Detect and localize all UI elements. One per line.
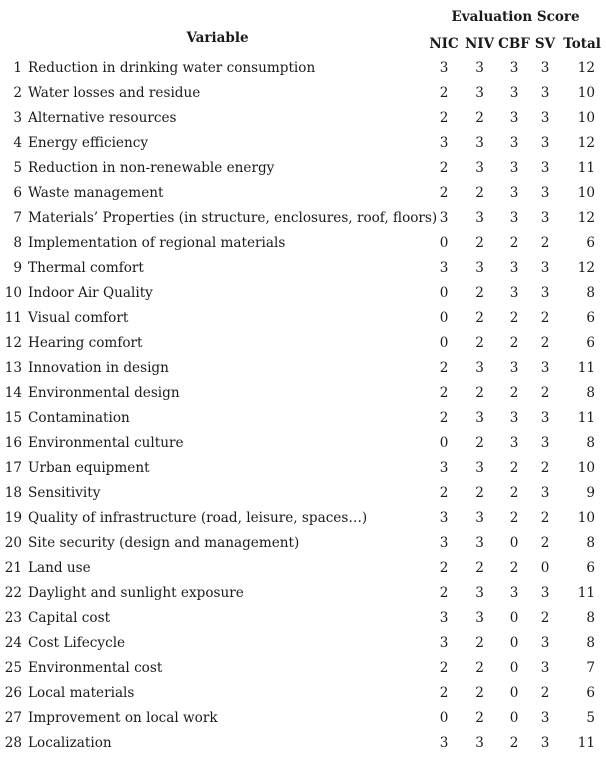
row-number: 12: [4, 334, 22, 351]
score-nic: 2: [439, 559, 449, 576]
row-number: 19: [4, 509, 22, 526]
table-row: [0, 555, 606, 580]
score-sv: 2: [540, 459, 550, 476]
score-nic: 3: [439, 209, 449, 226]
row-number: 17: [4, 459, 22, 476]
score-cbf: 3: [509, 59, 519, 76]
score-total: 10: [577, 184, 596, 201]
score-nic: 0: [439, 434, 449, 451]
score-niv: 2: [475, 709, 484, 726]
score-niv: 2: [475, 659, 484, 676]
table-row: [0, 705, 606, 730]
variable-name: Water losses and residue: [28, 84, 201, 101]
variable-name: Energy efficiency: [28, 134, 149, 151]
table-row: [0, 480, 606, 505]
score-niv: 3: [475, 509, 484, 526]
score-sv: 3: [540, 434, 550, 451]
score-cbf: 3: [509, 434, 519, 451]
score-nic: 0: [439, 709, 449, 726]
variable-name: Improvement on local work: [28, 709, 218, 726]
score-niv: 3: [475, 609, 484, 626]
score-niv: 3: [475, 459, 484, 476]
score-cbf: 2: [509, 734, 519, 751]
row-number: 10: [4, 284, 22, 301]
score-total: 12: [577, 209, 596, 226]
score-total: 8: [586, 434, 596, 451]
variable-name: Innovation in design: [28, 359, 169, 376]
variable-name: Reduction in non-renewable energy: [28, 159, 275, 176]
score-niv: 2: [475, 284, 484, 301]
score-total: 7: [586, 659, 596, 676]
variable-name: Waste management: [28, 184, 164, 201]
score-sv: 3: [540, 409, 550, 426]
score-nic: 3: [439, 459, 449, 476]
score-total: 6: [586, 309, 596, 326]
score-sv: 3: [540, 659, 550, 676]
score-total: 8: [586, 634, 596, 651]
variable-name: Materials’ Properties (in structure, enclosures, roof, floors): [28, 209, 438, 226]
score-niv: 3: [475, 734, 484, 751]
score-niv: 2: [475, 559, 484, 576]
row-number: 6: [13, 184, 22, 201]
evaluation-score-header: Evaluation Score: [451, 8, 580, 25]
score-sv: 3: [540, 109, 550, 126]
score-nic: 2: [439, 584, 449, 601]
score-niv: 3: [475, 134, 484, 151]
score-sv: 2: [540, 384, 550, 401]
variable-name: Indoor Air Quality: [28, 284, 153, 301]
variable-name: Site security (design and management): [28, 534, 300, 551]
score-cbf: 2: [509, 484, 519, 501]
score-niv: 2: [475, 434, 484, 451]
score-total: 12: [577, 259, 596, 276]
score-niv: 3: [475, 209, 484, 226]
table-row: [0, 205, 606, 230]
table-row: [0, 130, 606, 155]
score-sv: 3: [540, 734, 550, 751]
score-sv: 3: [540, 184, 550, 201]
score-nic: 2: [439, 409, 449, 426]
score-nic: 3: [439, 134, 449, 151]
score-sv: 3: [540, 359, 550, 376]
variable-name: Daylight and sunlight exposure: [28, 584, 244, 601]
table-body: [0, 55, 606, 755]
table-row: [0, 355, 606, 380]
score-sv: 3: [540, 484, 550, 501]
score-cbf: 3: [509, 284, 519, 301]
variable-name: Capital cost: [28, 609, 111, 626]
variable-name: Environmental cost: [28, 659, 163, 676]
variable-name: Implementation of regional materials: [28, 234, 286, 251]
score-cbf: 2: [509, 384, 519, 401]
score-total: 12: [577, 134, 596, 151]
variable-name: Localization: [28, 734, 112, 751]
score-niv: 3: [475, 59, 484, 76]
score-cbf: 0: [509, 659, 519, 676]
score-niv: 2: [475, 684, 484, 701]
score-sv: 3: [540, 709, 550, 726]
score-niv: 2: [475, 334, 484, 351]
column-header-sv: SV: [534, 36, 556, 52]
score-cbf: 3: [509, 584, 519, 601]
score-total: 10: [577, 109, 596, 126]
table-row: [0, 55, 606, 80]
score-nic: 2: [439, 659, 449, 676]
score-nic: 2: [439, 84, 449, 101]
column-header-total: Total: [563, 36, 601, 52]
variable-name: Alternative resources: [28, 109, 177, 126]
table-row: [0, 605, 606, 630]
score-total: 6: [586, 559, 596, 576]
row-number: 25: [4, 659, 22, 676]
score-total: 12: [577, 59, 596, 76]
score-nic: 2: [439, 359, 449, 376]
variable-name: Urban equipment: [28, 459, 150, 476]
score-nic: 2: [439, 384, 449, 401]
column-header-nic: NIC: [429, 36, 459, 52]
score-cbf: 0: [509, 709, 519, 726]
score-sv: 3: [540, 84, 550, 101]
score-cbf: 0: [509, 534, 519, 551]
table-row: [0, 630, 606, 655]
score-nic: 3: [439, 734, 449, 751]
row-number: 20: [4, 534, 22, 551]
score-total: 11: [577, 734, 596, 751]
score-cbf: 3: [509, 159, 519, 176]
score-cbf: 2: [509, 509, 519, 526]
score-nic: 0: [439, 334, 449, 351]
row-number: 13: [4, 359, 22, 376]
variable-header: Variable: [186, 29, 249, 46]
variable-name: Local materials: [28, 684, 135, 701]
score-cbf: 2: [509, 309, 519, 326]
score-sv: 3: [540, 584, 550, 601]
score-total: 6: [586, 334, 596, 351]
row-number: 28: [4, 734, 22, 751]
score-niv: 3: [475, 84, 484, 101]
score-sv: 2: [540, 609, 550, 626]
table-row: [0, 255, 606, 280]
score-nic: 0: [439, 309, 449, 326]
row-number: 2: [13, 84, 22, 101]
score-sv: 3: [540, 159, 550, 176]
score-sv: 3: [540, 209, 550, 226]
score-sv: 2: [540, 534, 550, 551]
score-cbf: 3: [509, 84, 519, 101]
score-total: 10: [577, 509, 596, 526]
score-sv: 2: [540, 234, 550, 251]
score-sv: 2: [540, 509, 550, 526]
score-nic: 2: [439, 109, 449, 126]
variable-name: Cost Lifecycle: [28, 634, 126, 651]
score-cbf: 3: [509, 134, 519, 151]
row-number: 9: [13, 259, 22, 276]
variable-name: Environmental design: [28, 384, 180, 401]
score-niv: 2: [475, 634, 484, 651]
table-row: [0, 455, 606, 480]
row-number: 4: [13, 134, 22, 151]
table-row: [0, 105, 606, 130]
score-niv: 2: [475, 109, 484, 126]
score-sv: 2: [540, 684, 550, 701]
score-total: 11: [577, 159, 596, 176]
score-sv: 2: [540, 309, 550, 326]
column-header-cbf: CBF: [498, 36, 530, 52]
score-nic: 0: [439, 284, 449, 301]
row-number: 26: [4, 684, 22, 701]
variable-name: Land use: [28, 559, 91, 576]
score-sv: 3: [540, 284, 550, 301]
table-row: [0, 730, 606, 755]
score-total: 5: [586, 709, 596, 726]
table-row: [0, 280, 606, 305]
score-sv: 3: [540, 134, 550, 151]
score-niv: 2: [475, 484, 484, 501]
table-row: [0, 80, 606, 105]
score-nic: 2: [439, 684, 449, 701]
score-cbf: 2: [509, 459, 519, 476]
score-nic: 3: [439, 634, 449, 651]
score-total: 8: [586, 284, 596, 301]
row-number: 5: [13, 159, 22, 176]
table-row: [0, 430, 606, 455]
score-sv: 3: [540, 259, 550, 276]
score-nic: 3: [439, 259, 449, 276]
score-nic: 3: [439, 509, 449, 526]
variable-name: Thermal comfort: [28, 259, 144, 276]
score-niv: 3: [475, 259, 484, 276]
score-nic: 2: [439, 484, 449, 501]
table-row: [0, 530, 606, 555]
score-total: 8: [586, 609, 596, 626]
table-row: [0, 680, 606, 705]
row-number: 24: [4, 634, 22, 651]
column-header-niv: NIV: [464, 36, 495, 52]
score-total: 9: [586, 484, 596, 501]
table-row: [0, 380, 606, 405]
score-total: 10: [577, 84, 596, 101]
score-total: 11: [577, 409, 596, 426]
row-number: 15: [4, 409, 22, 426]
score-nic: 3: [439, 59, 449, 76]
score-nic: 3: [439, 534, 449, 551]
score-sv: 3: [540, 59, 550, 76]
variable-name: Sensitivity: [28, 484, 101, 501]
score-sv: 2: [540, 334, 550, 351]
score-sv: 0: [540, 559, 550, 576]
table-row: [0, 180, 606, 205]
score-total: 10: [577, 459, 596, 476]
score-niv: 3: [475, 409, 484, 426]
score-cbf: 3: [509, 209, 519, 226]
score-cbf: 3: [509, 259, 519, 276]
score-cbf: 2: [509, 334, 519, 351]
row-number: 3: [13, 109, 22, 126]
variable-name: Quality of infrastructure (road, leisure, spaces…): [28, 509, 368, 526]
row-number: 18: [4, 484, 22, 501]
row-number: 21: [4, 559, 22, 576]
score-nic: 0: [439, 234, 449, 251]
score-niv: 3: [475, 584, 484, 601]
score-cbf: 2: [509, 234, 519, 251]
score-cbf: 3: [509, 184, 519, 201]
variable-name: Hearing comfort: [28, 334, 143, 351]
variable-name: Environmental culture: [28, 434, 184, 451]
score-total: 6: [586, 234, 596, 251]
row-number: 16: [4, 434, 22, 451]
score-total: 11: [577, 584, 596, 601]
table-row: [0, 230, 606, 255]
table-row: [0, 505, 606, 530]
score-niv: 3: [475, 534, 484, 551]
score-total: 11: [577, 359, 596, 376]
score-nic: 2: [439, 184, 449, 201]
score-niv: 3: [475, 359, 484, 376]
score-niv: 2: [475, 384, 484, 401]
variable-name: Reduction in drinking water consumption: [28, 59, 316, 76]
score-nic: 2: [439, 159, 449, 176]
table-header: [0, 0, 606, 55]
score-niv: 3: [475, 159, 484, 176]
variable-name: Contamination: [28, 409, 130, 426]
score-cbf: 0: [509, 634, 519, 651]
score-niv: 2: [475, 309, 484, 326]
table-row: [0, 580, 606, 605]
score-cbf: 2: [509, 559, 519, 576]
table-row: [0, 305, 606, 330]
table-row: [0, 405, 606, 430]
score-total: 8: [586, 534, 596, 551]
score-niv: 2: [475, 234, 484, 251]
row-number: 8: [13, 234, 22, 251]
table-row: [0, 655, 606, 680]
score-niv: 2: [475, 184, 484, 201]
row-number: 1: [13, 59, 22, 76]
row-number: 7: [13, 209, 22, 226]
row-number: 11: [4, 309, 22, 326]
row-number: 14: [4, 384, 22, 401]
score-cbf: 3: [509, 359, 519, 376]
score-cbf: 0: [509, 684, 519, 701]
row-number: 23: [4, 609, 22, 626]
row-number: 22: [4, 584, 22, 601]
row-number: 27: [4, 709, 22, 726]
score-cbf: 3: [509, 409, 519, 426]
score-cbf: 3: [509, 109, 519, 126]
table-row: [0, 330, 606, 355]
variable-name: Visual comfort: [28, 309, 129, 326]
score-total: 8: [586, 384, 596, 401]
table-row: [0, 155, 606, 180]
score-cbf: 0: [509, 609, 519, 626]
score-sv: 3: [540, 634, 550, 651]
score-nic: 3: [439, 609, 449, 626]
score-total: 6: [586, 684, 596, 701]
